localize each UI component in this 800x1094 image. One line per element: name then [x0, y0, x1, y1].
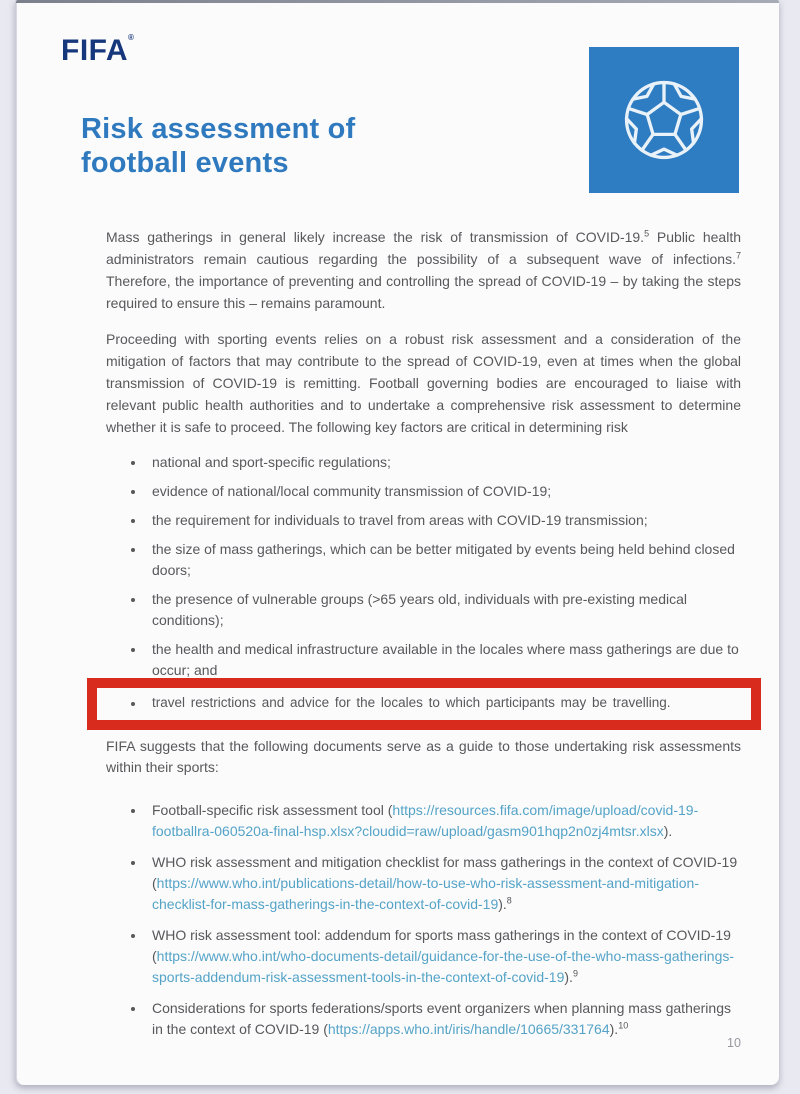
fifa-logo	[61, 33, 135, 67]
footnote-ref-5: 5	[644, 228, 650, 239]
document-item-text: WHO risk assessment and mitigation checklist for mass gatherings in the context of COVID-19 (	[152, 854, 738, 891]
document-item-text: Football-specific risk assessment tool (	[152, 802, 393, 818]
footnote-ref-10: 10	[618, 1020, 629, 1031]
risk-factor-item	[106, 510, 741, 531]
risk-factor-item	[106, 589, 741, 631]
bullet-dot	[131, 548, 135, 552]
page-title-line2: football events	[81, 147, 289, 179]
document-list	[106, 800, 741, 1050]
risk-factor-item	[106, 452, 741, 473]
fifa-logo-text: FIFA	[61, 34, 128, 67]
document-item-text: ).	[609, 1021, 619, 1037]
bullet-dot	[131, 461, 135, 465]
document-link[interactable]: https://apps.who.int/iris/handle/10665/331764	[327, 1021, 610, 1037]
document-item	[106, 998, 741, 1040]
bullet-dot	[131, 490, 135, 494]
document-item-text: Considerations for sports federations/sports event organizers when planning mass gatherings in the context of COVID-19 (	[152, 1000, 731, 1037]
bullet-dot	[131, 702, 135, 706]
document-page	[15, 0, 779, 1085]
risk-factor-text: the size of mass gatherings, which can be better mitigated by events being held behind closed doors;	[152, 541, 735, 578]
registered-trademark: ®	[128, 33, 135, 42]
football-icon-tile	[589, 47, 739, 193]
football-icon	[612, 68, 716, 172]
bullet-dot	[131, 519, 135, 523]
footnote-ref-9: 9	[572, 968, 578, 979]
risk-factor-text: the health and medical infrastructure available in the locales where mass gatherings are due to occur; and	[152, 641, 739, 678]
document-item-text: ).	[663, 823, 673, 839]
paragraph-proceeding: Proceeding with sporting events relies on a robust risk assessment and a consideration of the mitigation of factors that may contribute to the spread of COVID-19, even at times when the global transmission of COVID-19 is remitting. Football governing bodies are encouraged to liaise with relevant public health authorities and to undertake a comprehensive risk assessment to determine whether it is safe to proceed. The following key factors are critical in determining risk	[106, 331, 741, 435]
page-number: 10	[727, 1036, 741, 1050]
risk-factor-list	[106, 452, 741, 689]
bullet-dot	[131, 809, 135, 813]
highlighted-risk-factor-text: travel restrictions and advice for the locales to which participants may be travelling.	[152, 695, 671, 710]
risk-factor-text: the requirement for individuals to travel from areas with COVID-19 transmission;	[152, 512, 648, 528]
document-item-text: WHO risk assessment tool: addendum for sports mass gatherings in the context of COVID-19 (	[152, 927, 731, 964]
risk-factor-text: evidence of national/local community transmission of COVID-19;	[152, 483, 552, 499]
footnote-ref-7: 7	[735, 250, 741, 261]
page-title	[81, 112, 355, 180]
document-link[interactable]: https://www.who.int/publications-detail/how-to-use-who-risk-assessment-and-mitigation-checklist-for-mass-gatherings-in-the-context-of-covid-19	[152, 875, 700, 912]
document-item	[106, 852, 741, 915]
risk-factor-text: the presence of vulnerable groups (>65 years old, individuals with pre-existing medical conditions);	[152, 591, 688, 628]
document-link[interactable]: https://www.who.int/who-documents-detail/guidance-for-the-use-of-the-who-mass-gatherings-sports-addendum-risk-assessment-tools-in-the-context-of-covid-19	[152, 948, 735, 985]
document-link[interactable]: https://resources.fifa.com/image/upload/covid-19-footballra-060520a-final-hsp.xlsx?cloudid=raw/upload/gasm901hqp2n0zj4mtsr.xlsx	[152, 802, 699, 839]
document-item	[106, 800, 741, 842]
bullet-dot	[131, 934, 135, 938]
risk-factor-item	[106, 539, 741, 581]
paragraph-text: Public health administrators remain cautious regarding the possibility of a subsequent wave of infections.	[106, 229, 742, 267]
document-item-text: ).	[498, 896, 507, 912]
paragraph-text: Therefore, the importance of preventing and controlling the spread of COVID-19 – by taking the steps required to ensure this – remains paramount.	[106, 273, 741, 311]
document-item-text: ).	[564, 969, 573, 985]
risk-factor-item-highlighted	[97, 693, 751, 713]
bullet-dot	[131, 648, 135, 652]
risk-factor-item	[106, 639, 741, 681]
page-title-line1: Risk assessment of	[81, 113, 356, 145]
paragraph-mass-gatherings	[106, 226, 741, 314]
paragraph-fifa-suggests: FIFA suggests that the following documents serve as a guide to those undertaking risk assessments within their sports:	[106, 738, 741, 775]
risk-factor-text: national and sport-specific regulations;	[152, 454, 391, 470]
document-item	[106, 925, 741, 988]
bullet-dot	[131, 598, 135, 602]
paragraph-text: Mass gatherings in general likely increase the risk of transmission of COVID-19.	[106, 229, 645, 245]
highlight-annotation-box	[87, 678, 761, 730]
footnote-ref-8: 8	[506, 895, 512, 906]
bullet-dot	[131, 861, 135, 865]
risk-factor-item	[106, 481, 741, 502]
bullet-dot	[131, 1007, 135, 1011]
